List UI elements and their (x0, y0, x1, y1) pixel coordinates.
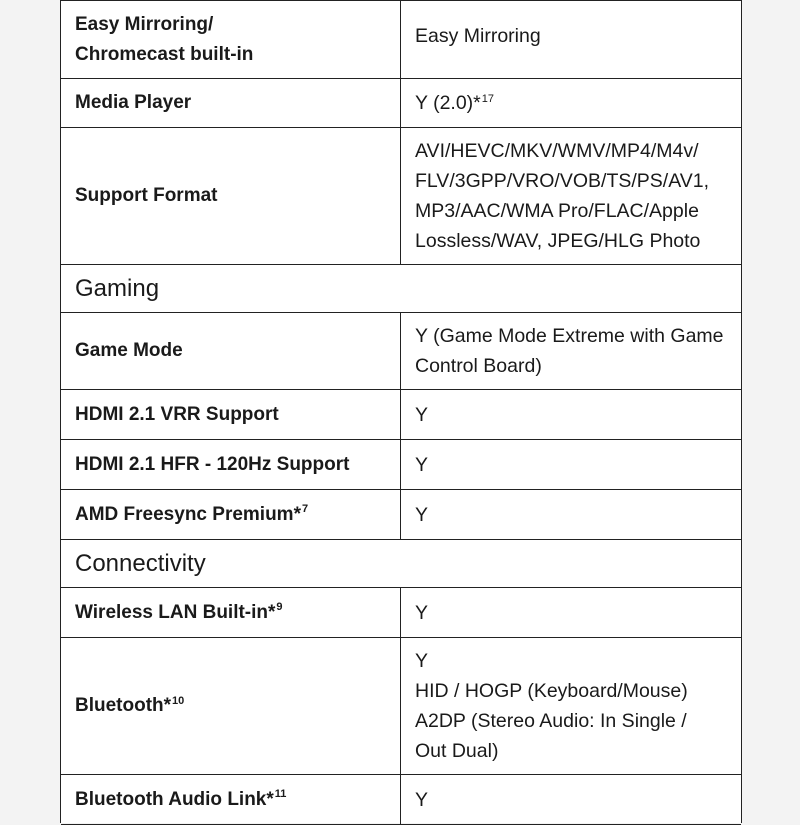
spec-label (61, 440, 401, 489)
spec-label (61, 588, 401, 637)
footnote-marker: 10 (172, 694, 185, 707)
spec-label (61, 638, 401, 774)
spec-value-line: MP3/AAC/WMA Pro/FLAC/Apple (415, 200, 699, 222)
spec-value (401, 588, 741, 637)
spec-label-line: Chromecast built-in (75, 43, 254, 65)
spec-value-line: Y (Game Mode Extreme with Game (415, 325, 724, 347)
spec-label-line: Easy Mirroring/ (75, 13, 214, 35)
spec-value (401, 313, 741, 389)
spec-value-main: Y (2.0)* (415, 92, 481, 114)
spec-row-media-player (61, 79, 741, 128)
spec-value-line: AVI/HEVC/MKV/WMV/MP4/M4v/ (415, 140, 699, 162)
section-title: Gaming (75, 274, 160, 302)
spec-value-text (415, 88, 494, 118)
spec-value (401, 79, 741, 127)
spec-value-text: Y (415, 403, 429, 426)
spec-value-line: FLV/3GPP/VRO/VOB/TS/PS/AV1, (415, 170, 710, 192)
spec-value (401, 390, 741, 439)
spec-row-game-mode (61, 313, 741, 390)
footnote-marker: 9 (276, 601, 283, 614)
spec-label-main: Bluetooth* (75, 695, 172, 716)
spec-label-text: Media Player (75, 92, 192, 113)
spec-label (61, 313, 401, 389)
spec-value-text: Y (415, 503, 429, 526)
spec-table (60, 0, 742, 823)
spec-label (61, 79, 401, 127)
spec-value-line: Lossless/WAV, JPEG/HLG Photo (415, 230, 701, 252)
spec-row-wireless-lan (61, 588, 741, 638)
spec-label-text: Support Format (75, 185, 218, 206)
spec-label-text (75, 785, 286, 815)
footnote-marker: 17 (481, 92, 495, 105)
section-header-gaming (61, 265, 741, 313)
spec-value-text: Y (415, 601, 429, 624)
spec-label (61, 1, 401, 78)
spec-row-easy-mirroring (61, 1, 741, 79)
spec-value-text: Y (415, 788, 429, 811)
spec-value-line: Control Board) (415, 355, 542, 377)
spec-label-text: Game Mode (75, 340, 183, 361)
spec-value (401, 440, 741, 489)
spec-label-main: Bluetooth Audio Link* (75, 788, 274, 810)
spec-value-line: HID / HOGP (Keyboard/Mouse) (415, 680, 688, 702)
spec-value (401, 128, 741, 264)
spec-label (61, 490, 401, 539)
spec-label-main: AMD Freesync Premium* (75, 503, 301, 525)
spec-value (401, 1, 741, 78)
spec-value-line: Y (415, 650, 429, 672)
spec-label-text (75, 500, 308, 530)
spec-value-line: Out Dual) (415, 740, 499, 762)
spec-value-text: Easy Mirroring (415, 25, 541, 47)
spec-value (401, 775, 741, 824)
spec-value (401, 490, 741, 539)
spec-label (61, 390, 401, 439)
spec-row-bluetooth-audio-link (61, 775, 741, 825)
section-header-connectivity (61, 540, 741, 588)
spec-row-hdmi-hfr (61, 440, 741, 490)
spec-label (61, 128, 401, 264)
spec-row-bluetooth (61, 638, 741, 775)
spec-label-main: Wireless LAN Built-in* (75, 601, 276, 623)
spec-label-text: HDMI 2.1 VRR Support (75, 403, 279, 425)
footnote-marker: 11 (274, 788, 287, 801)
spec-row-support-format (61, 128, 741, 265)
footnote-marker: 7 (301, 503, 309, 516)
spec-label (61, 775, 401, 824)
section-title: Connectivity (75, 549, 206, 577)
spec-label-text (75, 691, 184, 721)
spec-label-text (75, 598, 283, 628)
spec-row-amd-freesync (61, 490, 741, 540)
spec-value (401, 638, 741, 774)
spec-value-text: Y (415, 453, 429, 476)
spec-row-hdmi-vrr (61, 390, 741, 440)
spec-value-line: A2DP (Stereo Audio: In Single / (415, 710, 687, 732)
spec-label-text: HDMI 2.1 HFR - 120Hz Support (75, 453, 350, 475)
